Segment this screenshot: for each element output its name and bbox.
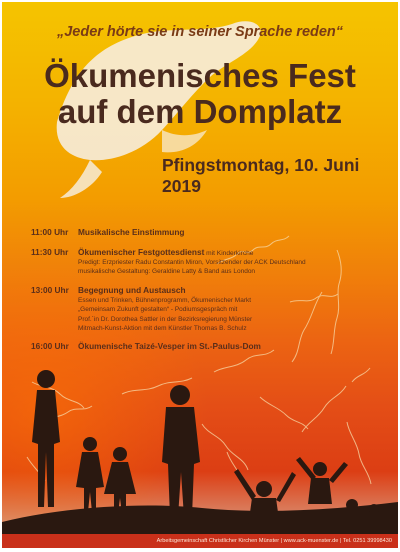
- schedule-event-title: Begegnung und Austausch: [78, 285, 186, 295]
- schedule-event-suffix: mit Kinderkirche: [204, 250, 254, 257]
- event-date: Pfingstmontag, 10. Juni 2019: [162, 155, 360, 196]
- schedule-event-title: Ökumenische Taizé-Vesper im St.-Paulus-Dom: [78, 341, 261, 351]
- detail-line: musikalische Gestaltung: Geraldine Latty & Band aus London: [78, 268, 256, 276]
- schedule-event-title: Ökumenischer Festgottesdienst: [78, 247, 205, 257]
- schedule-event: [78, 227, 185, 237]
- detail-line: „Gemeinsam Zukunft gestalten“ - Podiumsgespräch mit: [78, 306, 238, 314]
- page-title: [2, 58, 398, 130]
- schedule-event: [78, 247, 253, 257]
- detail-line: Predigt: Erzpriester Radu Constantin Miron, Vorsitzender der ACK Deutschland: [78, 259, 306, 266]
- schedule-time: 11:00 Uhr: [31, 227, 69, 237]
- schedule-time: 13:00 Uhr: [31, 285, 69, 295]
- title-line-2: auf dem Domplatz: [57, 93, 343, 130]
- footer: Arbeitsgemeinschaft Christlicher Kirchen Münster | www.ack-muenster.de | Tel. 0251 39998430: [2, 534, 398, 548]
- detail-line: Essen und Trinken, Bühnenprogramm, Ökumenischer Markt: [78, 297, 252, 304]
- schedule-event: [78, 285, 186, 295]
- poster: [2, 2, 398, 548]
- schedule-event-title: Musikalische Einstimmung: [78, 227, 185, 237]
- detail-line: Prof.´in Dr. Dorothea Sattler in der Bezirksregierung Münster: [78, 315, 253, 323]
- schedule-time: 11:30 Uhr: [31, 247, 69, 257]
- schedule-time: 16:00 Uhr: [31, 341, 69, 351]
- schedule-details: [78, 296, 252, 333]
- detail-line: Mitmach-Kunst-Aktion mit dem Künstler Thomas B. Schulz: [78, 324, 247, 332]
- schedule-details: [78, 258, 306, 277]
- motto-subtitle: „Jeder hörte sie in seiner Sprache reden“: [56, 24, 344, 40]
- title-line-1: Ökumenisches Fest: [44, 57, 356, 94]
- schedule-event: [78, 341, 261, 351]
